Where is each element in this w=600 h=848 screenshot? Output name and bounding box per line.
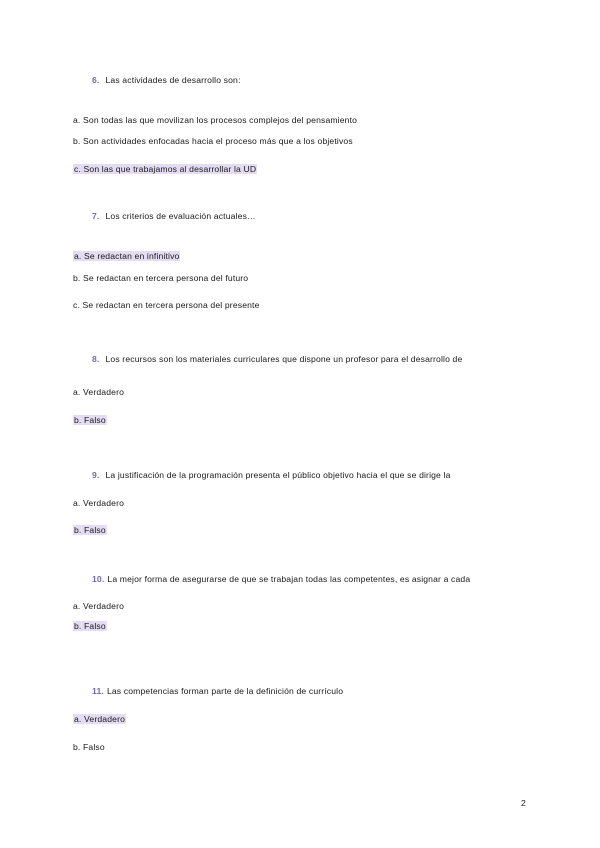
question-text: La justificación de la programación presenta el público objetivo hacia el que se dirige la (105, 470, 451, 480)
answer-option-highlighted: b. Falso (74, 525, 106, 535)
question-text: Las actividades de desarrollo son: (105, 75, 241, 85)
page-number: 2 (521, 798, 526, 808)
question-6-heading (92, 74, 241, 86)
answer-option: c. Se redactan en tercera persona del presente (73, 300, 260, 310)
question-9-heading (92, 469, 451, 481)
question-text: Las competencias forman parte de la definición de currículo (106, 686, 344, 696)
answer-option: a. Verdadero (73, 387, 125, 397)
answer-option: a. Verdadero (73, 498, 125, 508)
answer-option-highlighted: a. Verdadero (74, 714, 126, 724)
question-8-heading (92, 353, 462, 365)
answer-option-highlighted: a. Se redactan en infinitivo (74, 251, 180, 261)
question-number: 10. (92, 574, 105, 584)
question-number: 9. (92, 470, 100, 480)
answer-option-highlighted: b. Falso (74, 621, 106, 631)
question-number: 11. (92, 686, 104, 696)
answer-option: b. Se redactan en tercera persona del futuro (73, 273, 249, 283)
answer-option: b. Son actividades enfocadas hacia el proceso más que a los objetivos (73, 136, 353, 146)
answer-option-highlighted: c. Son las que trabajamos al desarrollar la UD (74, 164, 257, 174)
answer-option: a. Son todas las que movilizan los procesos complejos del pensamiento (73, 115, 358, 125)
question-7-heading (92, 210, 256, 222)
answer-option-highlighted: b. Falso (74, 415, 106, 425)
answer-option: a. Verdadero (73, 601, 125, 611)
question-text: La mejor forma de asegurarse de que se trabajan todas las competentes, es asignar a cada (107, 574, 471, 584)
question-11-heading (92, 685, 343, 697)
question-text: Los recursos son los materiales curriculares que dispone un profesor para el desarrollo de (105, 354, 463, 364)
question-number: 8. (92, 354, 100, 364)
answer-option: b. Falso (73, 742, 105, 752)
question-10-heading (92, 573, 470, 585)
question-number: 7. (92, 211, 100, 221)
question-text: Los criterios de evaluación actuales… (105, 211, 256, 221)
question-number: 6. (92, 75, 100, 85)
